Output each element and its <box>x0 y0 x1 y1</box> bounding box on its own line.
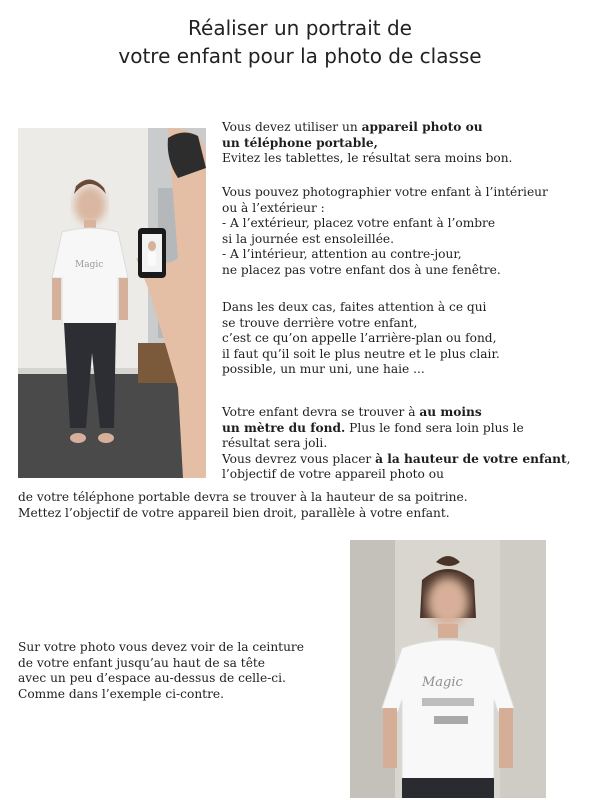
distance-line-1: Votre enfant devra se trouver à au moins <box>222 405 482 419</box>
location-line-2: ou à l’extérieur : <box>222 200 325 215</box>
photo-example-icon <box>18 128 206 478</box>
background-line-4: il faut qu’il soit le plus neutre et le plus clair. <box>222 346 500 361</box>
framing-line-3: avec un peu d’espace au-dessus de celle-ci. <box>18 671 286 686</box>
paragraph-location <box>222 185 548 279</box>
framing-line-1: Sur votre photo vous devez voir de la ceinture <box>18 640 304 654</box>
framing-line-4: Comme dans l’exemple ci-contre. <box>18 686 224 701</box>
framing-line-2: de votre enfant jusqu’au haut de sa tête <box>18 655 266 670</box>
background-line-5: possible, un mur uni, une haie ... <box>222 362 425 377</box>
page-title <box>0 14 600 70</box>
device-line-1: Vous devez utiliser un appareil photo ou <box>222 120 483 134</box>
svg-text:Magic: Magic <box>422 675 463 690</box>
paragraph-framing <box>18 640 304 702</box>
height-line-2: Mettez l’objectif de votre appareil bien droit, parallèle à votre enfant. <box>18 505 450 520</box>
example-photo-portrait <box>350 540 546 798</box>
distance-line-5: l’objectif de votre appareil photo ou <box>222 467 444 482</box>
svg-text:Magic: Magic <box>75 260 104 270</box>
height-line-1: de votre téléphone portable devra se trouver à la hauteur de sa poitrine. <box>18 490 468 504</box>
device-line-2: un téléphone portable, <box>222 135 378 150</box>
distance-line-2: un mètre du fond. Plus le fond sera loin plus le <box>222 420 524 435</box>
background-line-1: Dans les deux cas, faites attention à ce qui <box>222 300 487 314</box>
background-line-2: se trouve derrière votre enfant, <box>222 315 418 330</box>
title-line-2: votre enfant pour la photo de classe <box>118 44 482 68</box>
distance-line-4: Vous devrez vous placer à la hauteur de votre enfant, <box>222 451 571 466</box>
background-line-3: c’est ce qu’on appelle l’arrière-plan ou fond, <box>222 331 497 346</box>
paragraph-height <box>18 490 468 521</box>
location-line-4: si la journée est ensoleillée. <box>222 231 394 246</box>
distance-line-3: résultat sera joli. <box>222 436 328 451</box>
paragraph-background <box>222 300 500 378</box>
paragraph-device <box>222 120 512 167</box>
portrait-example-icon <box>350 540 546 798</box>
device-line-3: Evitez les tablettes, le résultat sera moins bon. <box>222 151 513 166</box>
paragraph-distance <box>222 405 570 483</box>
title-line-1: Réaliser un portrait de <box>188 16 412 40</box>
location-line-1: Vous pouvez photographier votre enfant à l’intérieur <box>222 185 548 199</box>
example-photo-full-body <box>18 128 206 478</box>
location-line-6: ne placez pas votre enfant dos à une fenêtre. <box>222 262 501 277</box>
location-line-5: - A l’intérieur, attention au contre-jour, <box>222 247 462 262</box>
location-line-3: - A l’extérieur, placez votre enfant à l’ombre <box>222 216 496 231</box>
